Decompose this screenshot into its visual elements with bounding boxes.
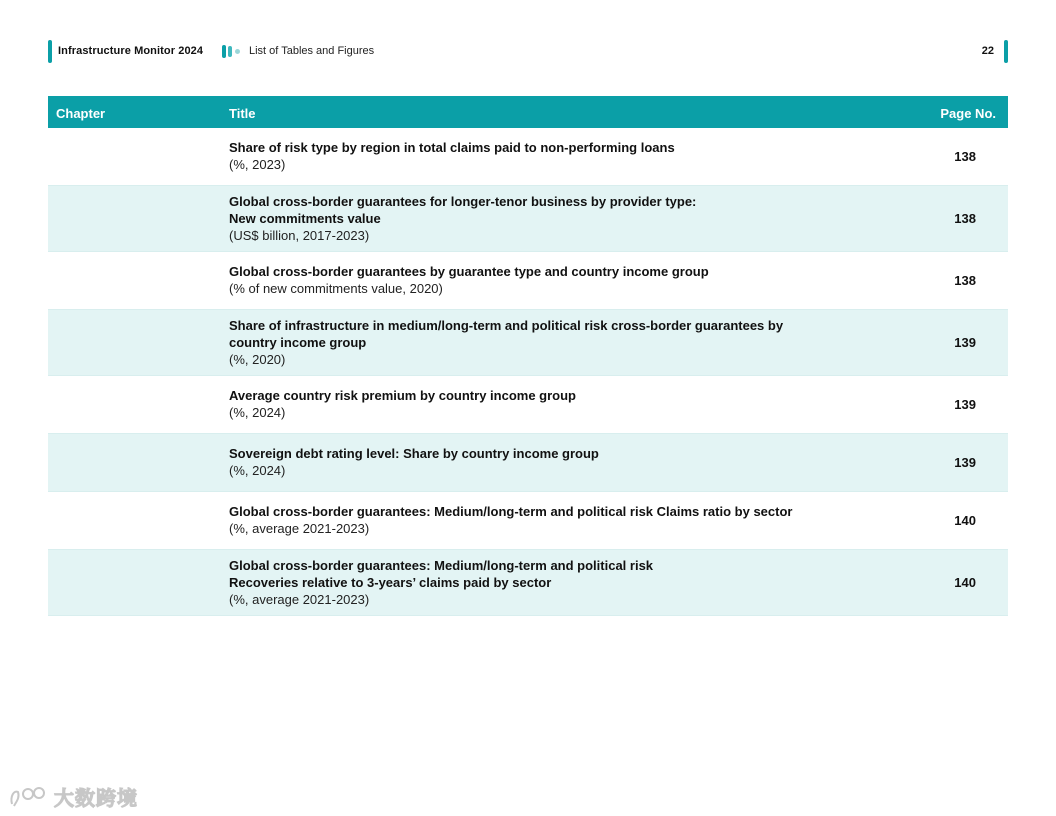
page-header [48,40,1008,64]
figure-subtitle: (% of new commitments value, 2020) [229,281,443,296]
section-marker-icon [222,45,242,58]
page-number-cell: 138 [954,149,976,164]
table-row [48,310,1008,376]
title-cell [229,185,919,253]
title-cell [229,549,919,617]
figure-title-line: Sovereign debt rating level: Share by country income group [229,446,599,461]
title-cell [229,437,919,488]
header-accent-bar-right [1004,40,1008,63]
page-number-cell: 139 [954,335,976,350]
column-header-title: Title [229,106,256,121]
publication-title: Infrastructure Monitor 2024 [58,45,204,57]
figure-title-line: Share of infrastructure in medium/long-term and political risk cross-border guarantees by [229,317,784,333]
title-cell [229,495,919,546]
title-cell [229,309,919,377]
figure-subtitle: (US$ billion, 2017-2023) [229,227,370,243]
figures-table [48,96,1008,616]
title-cell [229,379,919,430]
watermark-text: 大数跨境 [54,788,138,810]
watermark [8,782,138,811]
table-row [48,252,1008,310]
figure-title-line: Global cross-border guarantees by guarantee type and country income group [229,264,709,279]
figure-subtitle: (%, average 2021-2023) [229,591,370,607]
table-row [48,186,1008,252]
figure-title-line: country income group [229,334,367,350]
watermark-logo-icon [8,784,50,810]
title-cell [229,255,919,306]
figure-subtitle: (%, 2024) [229,463,286,478]
table-row [48,550,1008,616]
page-number-cell: 138 [954,273,976,288]
page-number: 22 [981,45,994,57]
page-number-cell: 139 [954,397,976,412]
table-header [48,96,1008,128]
figure-subtitle: (%, 2020) [229,351,286,367]
figure-title-line: Share of risk type by region in total claims paid to non-performing loans [229,140,675,155]
header-accent-bar [48,40,52,63]
figure-subtitle: (%, 2023) [229,157,286,172]
page-number-cell: 140 [954,513,976,528]
page-number-cell: 140 [954,575,976,590]
figure-title-line: Global cross-border guarantees: Medium/long-term and political risk [229,557,654,573]
figure-title-line: Recoveries relative to 3-years’ claims paid by sector [229,574,552,590]
column-header-chapter: Chapter [56,106,106,121]
figure-title-line: New commitments value [229,210,381,226]
table-row [48,434,1008,492]
figure-subtitle: (%, 2024) [229,405,286,420]
table-row [48,376,1008,434]
title-cell [229,131,919,182]
table-row [48,128,1008,186]
figure-subtitle: (%, average 2021-2023) [229,521,370,536]
column-header-page: Page No. [940,106,996,121]
table-row [48,492,1008,550]
figure-title-line: Global cross-border guarantees for longer-tenor business by provider type: [229,193,697,209]
page-number-cell: 138 [954,211,976,226]
table-body [48,128,1008,616]
section-title: List of Tables and Figures [249,45,375,57]
figure-title-line: Global cross-border guarantees: Medium/long-term and political risk Claims ratio by sector [229,504,793,519]
page-number-cell: 139 [954,455,976,470]
figure-title-line: Average country risk premium by country income group [229,388,576,403]
